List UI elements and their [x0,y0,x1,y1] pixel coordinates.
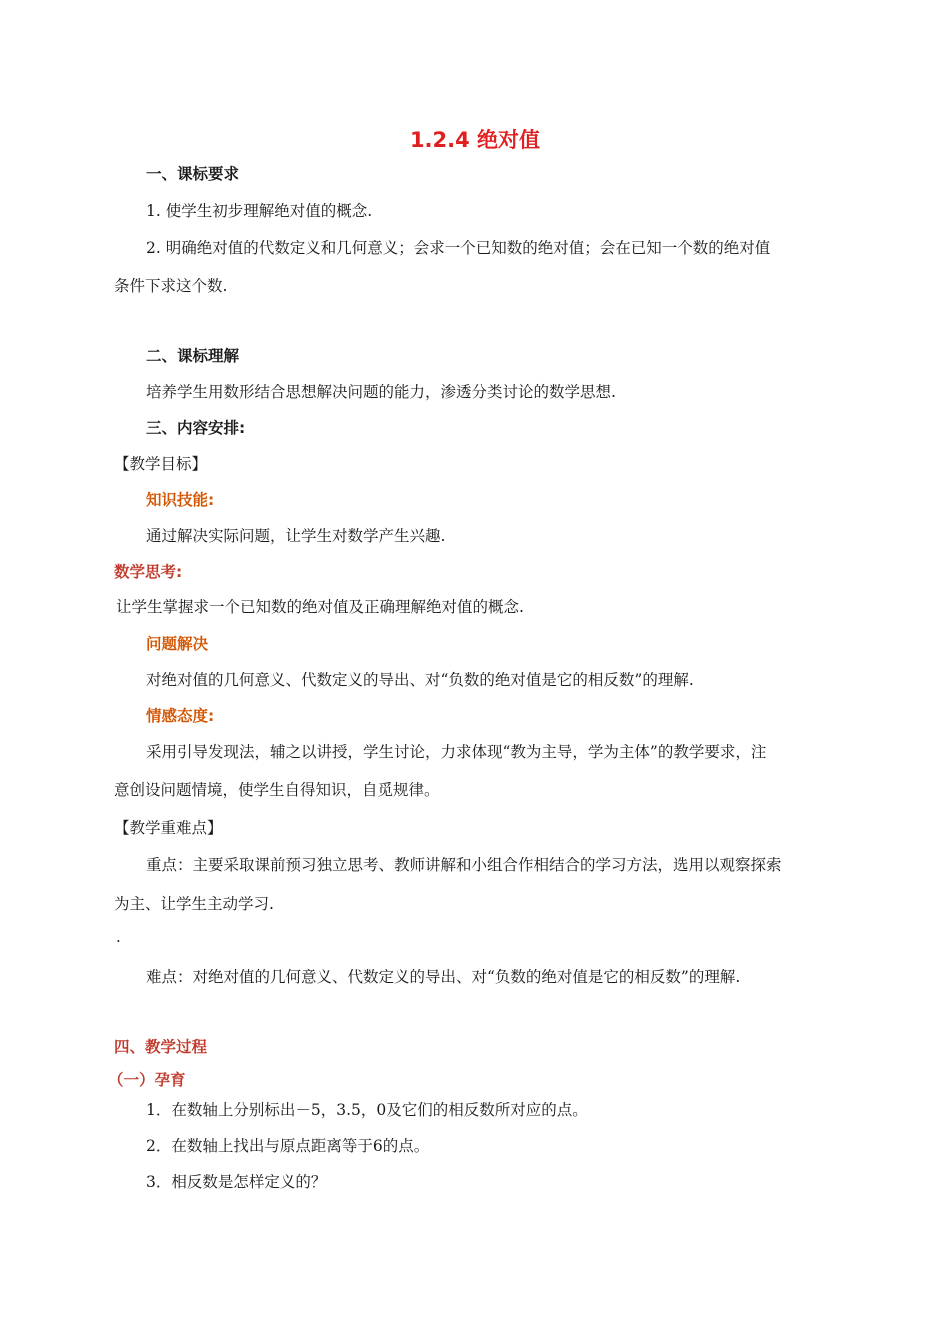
page-title: 1.2.4 绝对值 [409,128,541,152]
teaching-goals-heading: 【教学目标】 [114,455,208,473]
knowledge-skills-text: 通过解决实际问题，让学生对数学产生兴趣. [146,527,446,545]
key-point-text: 重点：主要采取课前预习独立思考、教师讲解和小组合作相结合的学习方法，选用以观察探索 [146,856,782,874]
attitude-text: 采用引导发现法，辅之以讲授，学生讨论，力求体现“教为主导，学为主体”的教学要求，注 [146,743,767,761]
problem-solving-label: 问题解决 [146,635,209,653]
knowledge-skills-label: 知识技能: [146,491,215,509]
key-point-text-continued: 为主、让学生主动学习. [114,895,274,913]
problem-solving-text: 对绝对值的几何意义、代数定义的导出、对“负数的绝对值是它的相反数”的理解. [146,671,694,689]
key-points-heading: 【教学重难点】 [114,819,223,837]
difficulty-text: 难点：对绝对值的几何意义、代数定义的导出、对“负数的绝对值是它的相反数”的理解. [146,968,741,986]
process-question-2: 2．在数轴上找出与原点距离等于6的点。 [146,1137,430,1155]
section-heading-1: 一、课标要求 [146,165,240,183]
requirement-item-1: 1. 使学生初步理解绝对值的概念. [146,202,373,220]
section-heading-3: 三、内容安排: [146,419,246,437]
math-thinking-text: 让学生掌握求一个已知数的绝对值及正确理解绝对值的概念. [116,598,524,616]
understanding-text: 培养学生用数形结合思想解决问题的能力，渗透分类讨论的数学思想. [146,383,616,401]
process-question-3: 3．相反数是怎样定义的？ [146,1173,327,1191]
section-heading-4: 四、教学过程 [114,1038,208,1056]
requirement-item-2: 2. 明确绝对值的代数定义和几何意义；会求一个已知数的绝对值；会在已知一个数的绝对值 [146,239,771,257]
section-heading-2: 二、课标理解 [146,347,240,365]
attitude-text-continued: 意创设问题情境，使学生自得知识，自觅规律。 [114,781,440,799]
subsection-heading-1: （一）孕育 [108,1071,186,1089]
process-question-1: 1．在数轴上分别标出－5，3.5，0及它们的相反数所对应的点。 [146,1101,588,1119]
stray-dot: . [116,928,121,946]
attitude-label: 情感态度: [146,707,215,725]
requirement-item-2-continued: 条件下求这个数. [114,277,228,295]
math-thinking-label: 数学思考: [114,563,183,581]
